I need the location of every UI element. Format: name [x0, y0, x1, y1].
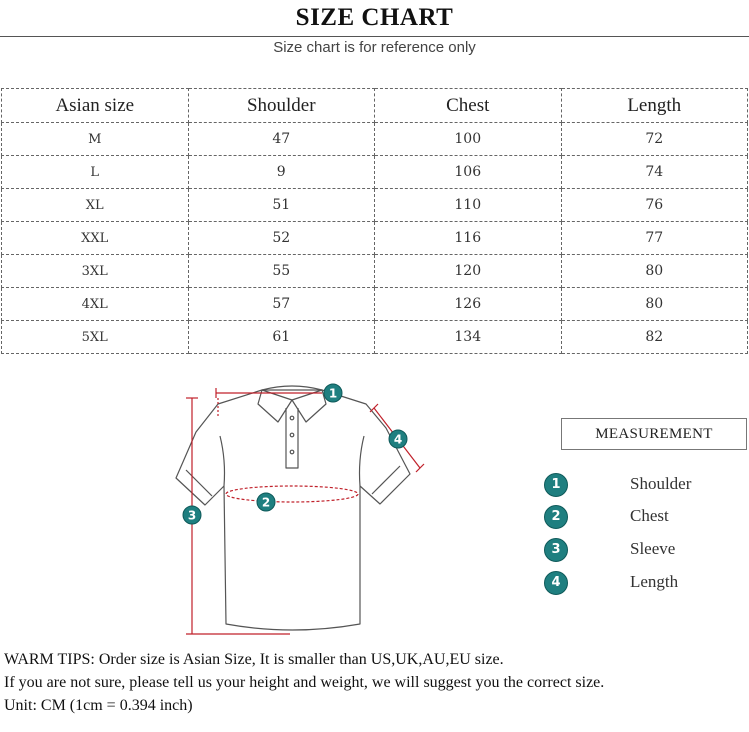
cell-length: 82 — [561, 321, 748, 354]
tips-line-3: Unit: CM (1cm = 0.394 inch) — [4, 697, 193, 714]
tips-line-1: WARM TIPS: Order size is Asian Size, It is smaller than US,UK,AU,EU size. — [4, 651, 504, 668]
cell-chest: 120 — [375, 255, 562, 288]
legend-badge-4: 4 — [544, 571, 568, 595]
legend-badge-3: 3 — [544, 538, 568, 562]
cell-size: XL — [2, 189, 189, 222]
marker-3-label: 3 — [187, 508, 197, 523]
cell-shoulder: 55 — [188, 255, 375, 288]
warm-tips — [4, 648, 749, 717]
header-length: Length — [561, 89, 748, 123]
table-row — [2, 189, 748, 222]
legend-badge-1: 1 — [544, 473, 568, 497]
cell-size: 4XL — [2, 288, 189, 321]
cell-size: M — [2, 123, 189, 156]
cell-length: 76 — [561, 189, 748, 222]
cell-length: 77 — [561, 222, 748, 255]
cell-size: L — [2, 156, 189, 189]
cell-shoulder: 9 — [188, 156, 375, 189]
cell-chest: 116 — [375, 222, 562, 255]
cell-shoulder: 51 — [188, 189, 375, 222]
cell-chest: 110 — [375, 189, 562, 222]
legend-badge-2: 2 — [544, 505, 568, 529]
legend-label-length: Length — [630, 572, 679, 591]
shirt-outline-shape — [176, 390, 410, 630]
table-row — [2, 288, 748, 321]
cell-chest: 100 — [375, 123, 562, 156]
marker-4-label: 4 — [393, 432, 403, 447]
marker-2-label: 2 — [261, 495, 271, 510]
cell-length: 80 — [561, 255, 748, 288]
cell-size: 3XL — [2, 255, 189, 288]
marker-1-label: 1 — [328, 386, 338, 401]
cell-size: XXL — [2, 222, 189, 255]
cell-chest: 126 — [375, 288, 562, 321]
cell-length: 72 — [561, 123, 748, 156]
header-chest: Chest — [375, 89, 562, 123]
cell-chest: 106 — [375, 156, 562, 189]
table-row — [2, 255, 748, 288]
table-header-row — [2, 89, 748, 123]
page-title: SIZE CHART — [295, 4, 454, 31]
tips-line-2: If you are not sure, please tell us your height and weight, we will suggest you the correct size. — [4, 674, 605, 691]
cell-shoulder: 52 — [188, 222, 375, 255]
legend-label-chest: Chest — [630, 506, 669, 525]
cell-length: 74 — [561, 156, 748, 189]
cell-shoulder: 57 — [188, 288, 375, 321]
shirt-diagram — [0, 360, 440, 645]
cell-length: 80 — [561, 288, 748, 321]
header-shoulder: Shoulder — [188, 89, 375, 123]
table-row — [2, 123, 748, 156]
title-divider — [0, 36, 749, 37]
collar-back-line — [262, 386, 322, 390]
table-row — [2, 222, 748, 255]
cell-chest: 134 — [375, 321, 562, 354]
legend-label-sleeve: Sleeve — [630, 539, 676, 558]
header-asian-size: Asian size — [2, 89, 189, 123]
polo-shirt-icon — [176, 386, 410, 630]
table-row — [2, 156, 748, 189]
cell-shoulder: 47 — [188, 123, 375, 156]
measurement-heading: MEASUREMENT — [561, 418, 747, 450]
table-row — [2, 321, 748, 354]
size-table — [1, 88, 748, 354]
page-subtitle: Size chart is for reference only — [273, 39, 476, 56]
cell-size: 5XL — [2, 321, 189, 354]
cell-shoulder: 61 — [188, 321, 375, 354]
legend-label-shoulder: Shoulder — [630, 474, 692, 493]
